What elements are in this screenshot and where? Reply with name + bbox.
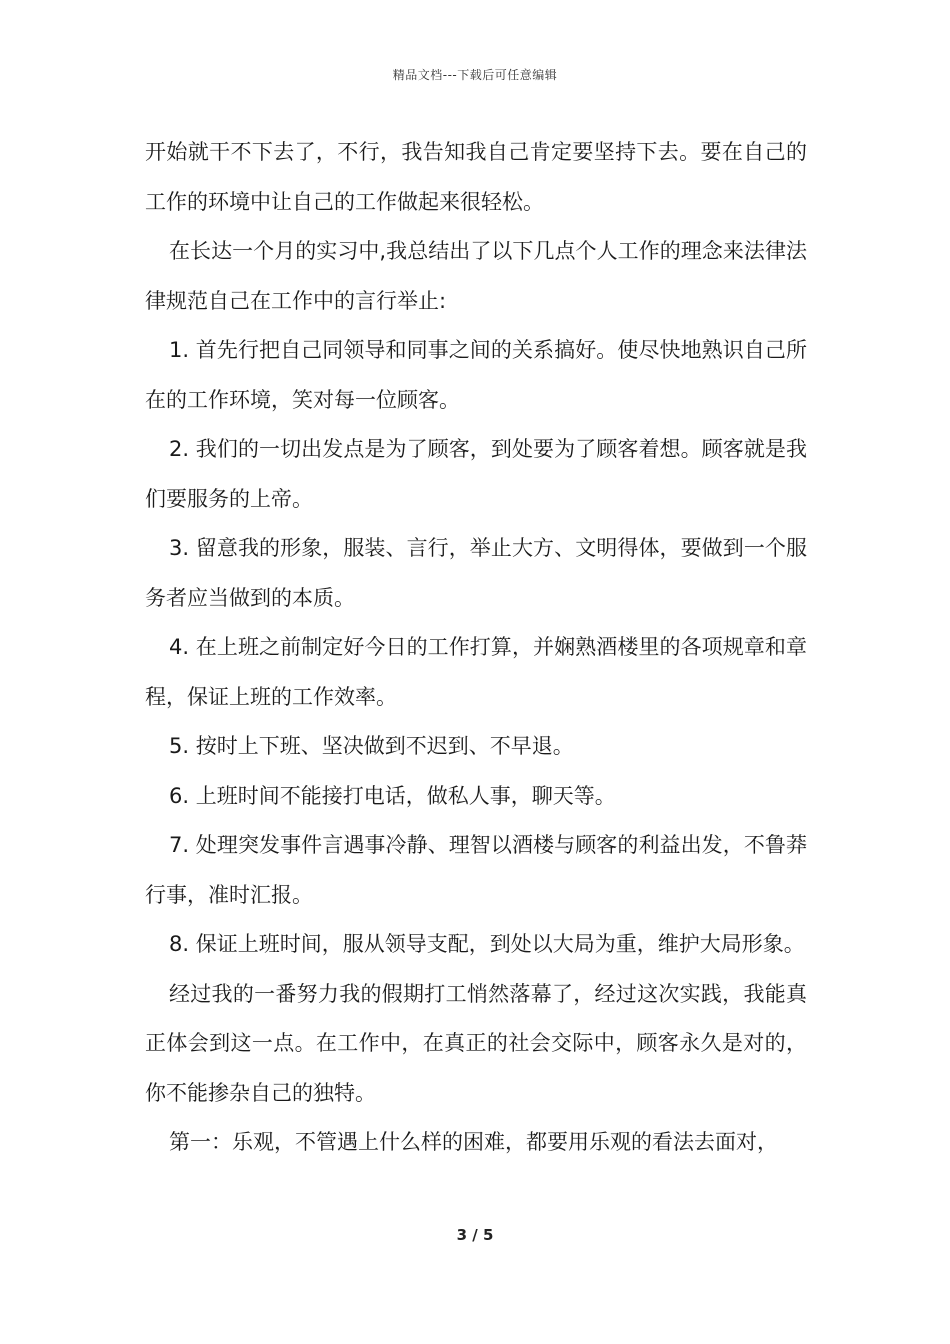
page-header: 精品文档---下载后可任意编辑 <box>392 68 558 82</box>
paragraph-2: 在长达一个月的实习中,我总结出了以下几点个人工作的理念来法律法律规范自己在工作中的言行举止: <box>145 239 807 313</box>
list-item-7: 7. 处理突发事件言遇事冷静、理智以酒楼与顾客的利益出发，不鲁莽行事，准时汇报。 <box>145 833 807 907</box>
list-item-2: 2. 我们的一切出发点是为了顾客，到处要为了顾客着想。顾客就是我们要服务的上帝。 <box>145 437 807 511</box>
list-item-6: 6. 上班时间不能接打电话，做私人事，聊天等。 <box>169 783 616 808</box>
list-item-4: 4. 在上班之前制定好今日的工作打算，并娴熟酒楼里的各项规章和章程，保证上班的工作效率。 <box>145 635 807 709</box>
list-item-3: 3. 留意我的形象，服装、言行，举止大方、文明得体，要做到一个服务者应当做到的本质。 <box>145 536 807 610</box>
page-number: 3 / 5 <box>456 1226 494 1244</box>
paragraph-1: 开始就干不下去了，不行，我告知我自己肯定要坚持下去。要在自己的工作的环境中让自己的工作做起来很轻松。 <box>145 140 807 214</box>
list-item-5: 5. 按时上下班、坚决做到不迟到、不早退。 <box>169 734 574 758</box>
list-item-1: 1. 首先行把自己同领导和同事之间的关系搞好。使尽快地熟识自己所在的工作环境，笑对每一位顾客。 <box>145 338 807 412</box>
paragraph-3: 经过我的一番努力我的假期打工悄然落幕了，经过这次实践，我能真正体会到这一点。在工作中，在真正的社会交际中，顾客永久是对的，你不能掺杂自己的独特。 <box>145 981 807 1105</box>
list-item-8: 8. 保证上班时间，服从领导支配，到处以大局为重，维护大局形象。 <box>169 932 805 956</box>
paragraph-4: 第一：乐观，不管遇上什么样的困难，都要用乐观的看法去面对， <box>169 1130 778 1154</box>
document-body <box>145 128 807 1168</box>
